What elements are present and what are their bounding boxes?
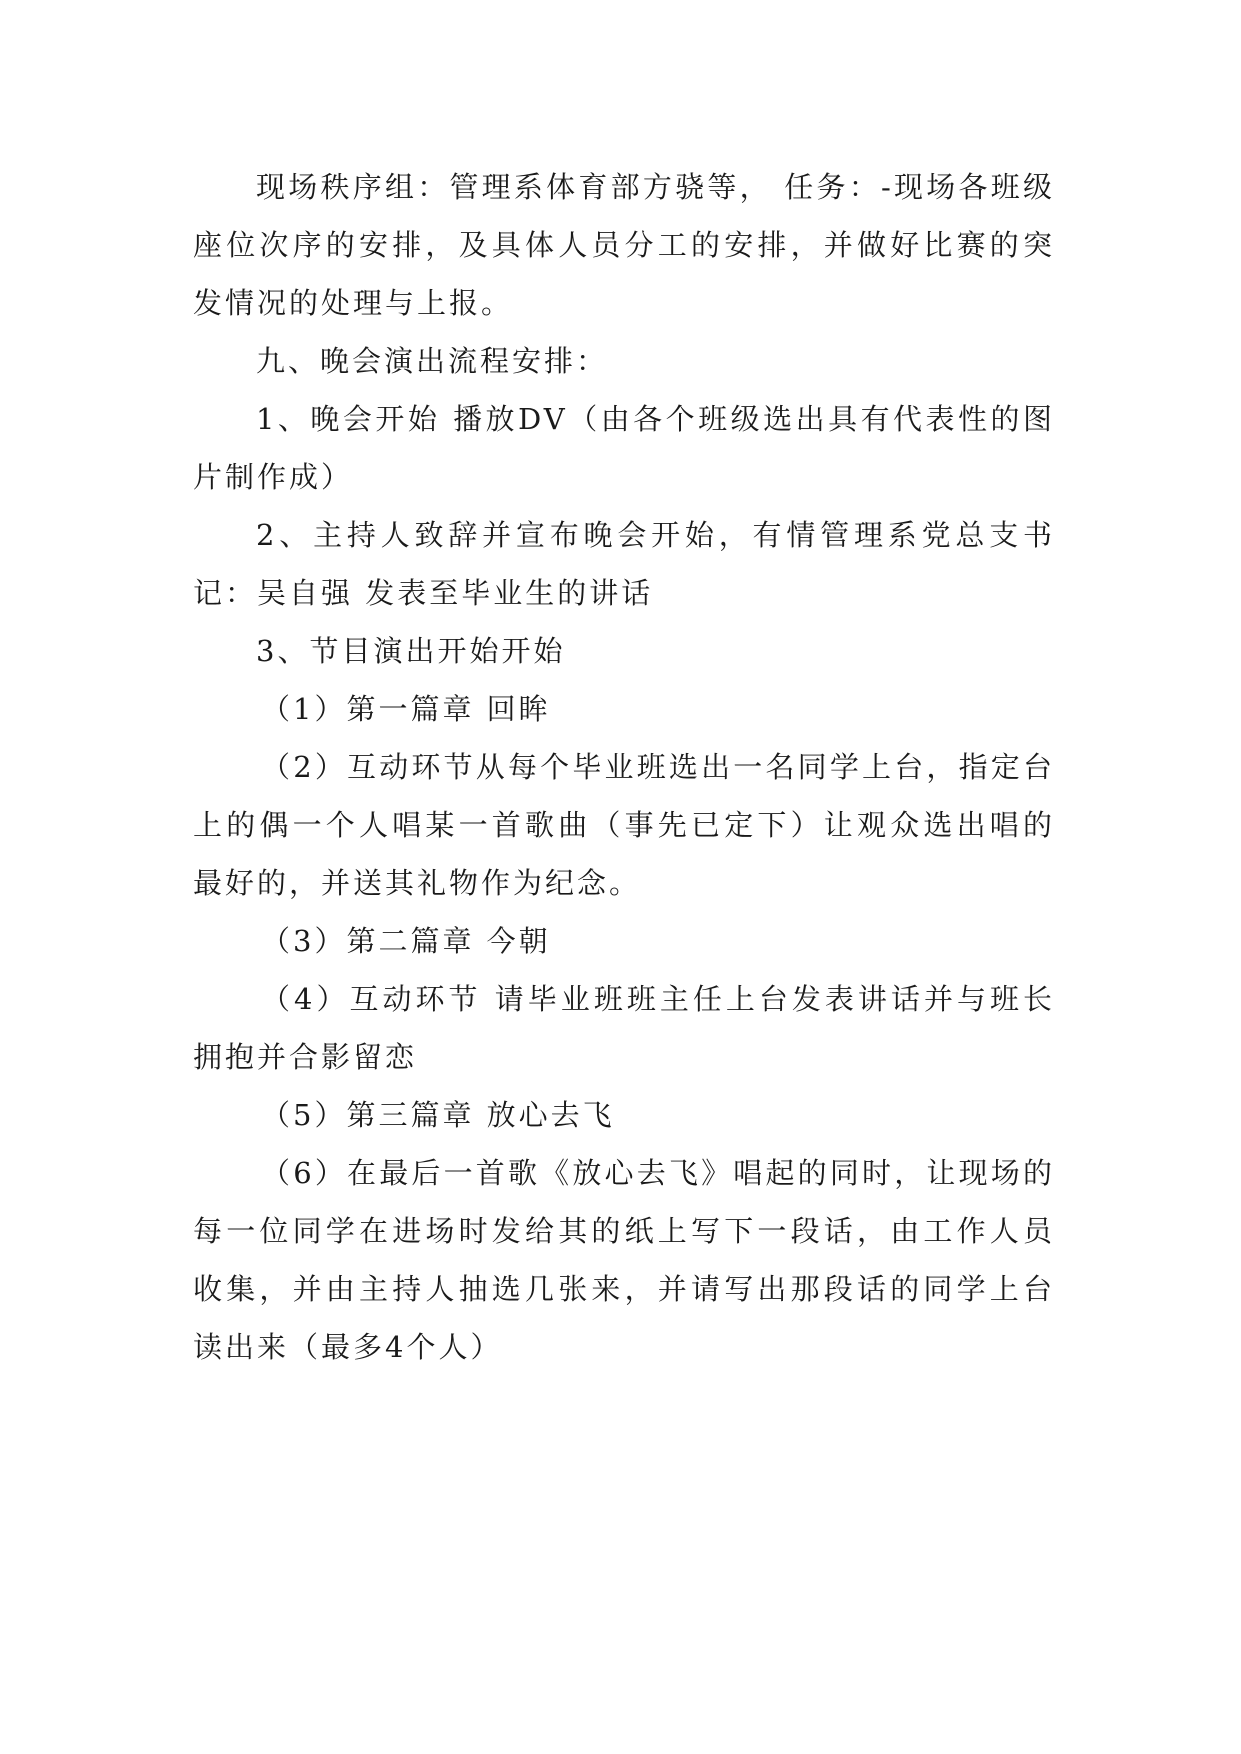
section-heading-program-flow: 九、晚会演出流程安排：	[256, 344, 609, 378]
paragraph-step-2: 2、主持人致辞并宣布晚会开始，有情管理系党总支书记：吴自强 发表至毕业生的讲话	[193, 518, 1055, 610]
program-item-6: （6）在最后一首歌《放心去飞》唱起的同时，让现场的每一位同学在进场时发给其的纸上写下一段话，由工作人员收集，并由主持人抽选几张来，并请写出那段话的同学上台读出来（最多4个人）	[193, 1156, 1055, 1364]
paragraph-order-group: 现场秩序组：管理系体育部方骁等， 任务：-现场各班级座位次序的安排，及具体人员分工的安排，并做好比赛的突发情况的处理与上报。	[193, 170, 1055, 320]
paragraph-step-1: 1、晚会开始 播放DV（由各个班级选出具有代表性的图片制作成）	[193, 402, 1055, 494]
program-item-4: （4）互动环节 请毕业班班主任上台发表讲话并与班长拥抱并合影留恋	[193, 982, 1055, 1074]
program-item-2: （2）互动环节从每个毕业班选出一名同学上台，指定台上的偶一个人唱某一首歌曲（事先已定下）让观众选出唱的最好的，并送其礼物作为纪念。	[193, 750, 1055, 900]
program-item-3: （3）第二篇章 今朝	[261, 924, 551, 958]
paragraph-step-3: 3、节目演出开始开始	[256, 634, 566, 668]
program-item-1: （1）第一篇章 回眸	[261, 692, 551, 726]
document-body	[193, 158, 1055, 1376]
program-item-5: （5）第三篇章 放心去飞	[261, 1098, 615, 1132]
